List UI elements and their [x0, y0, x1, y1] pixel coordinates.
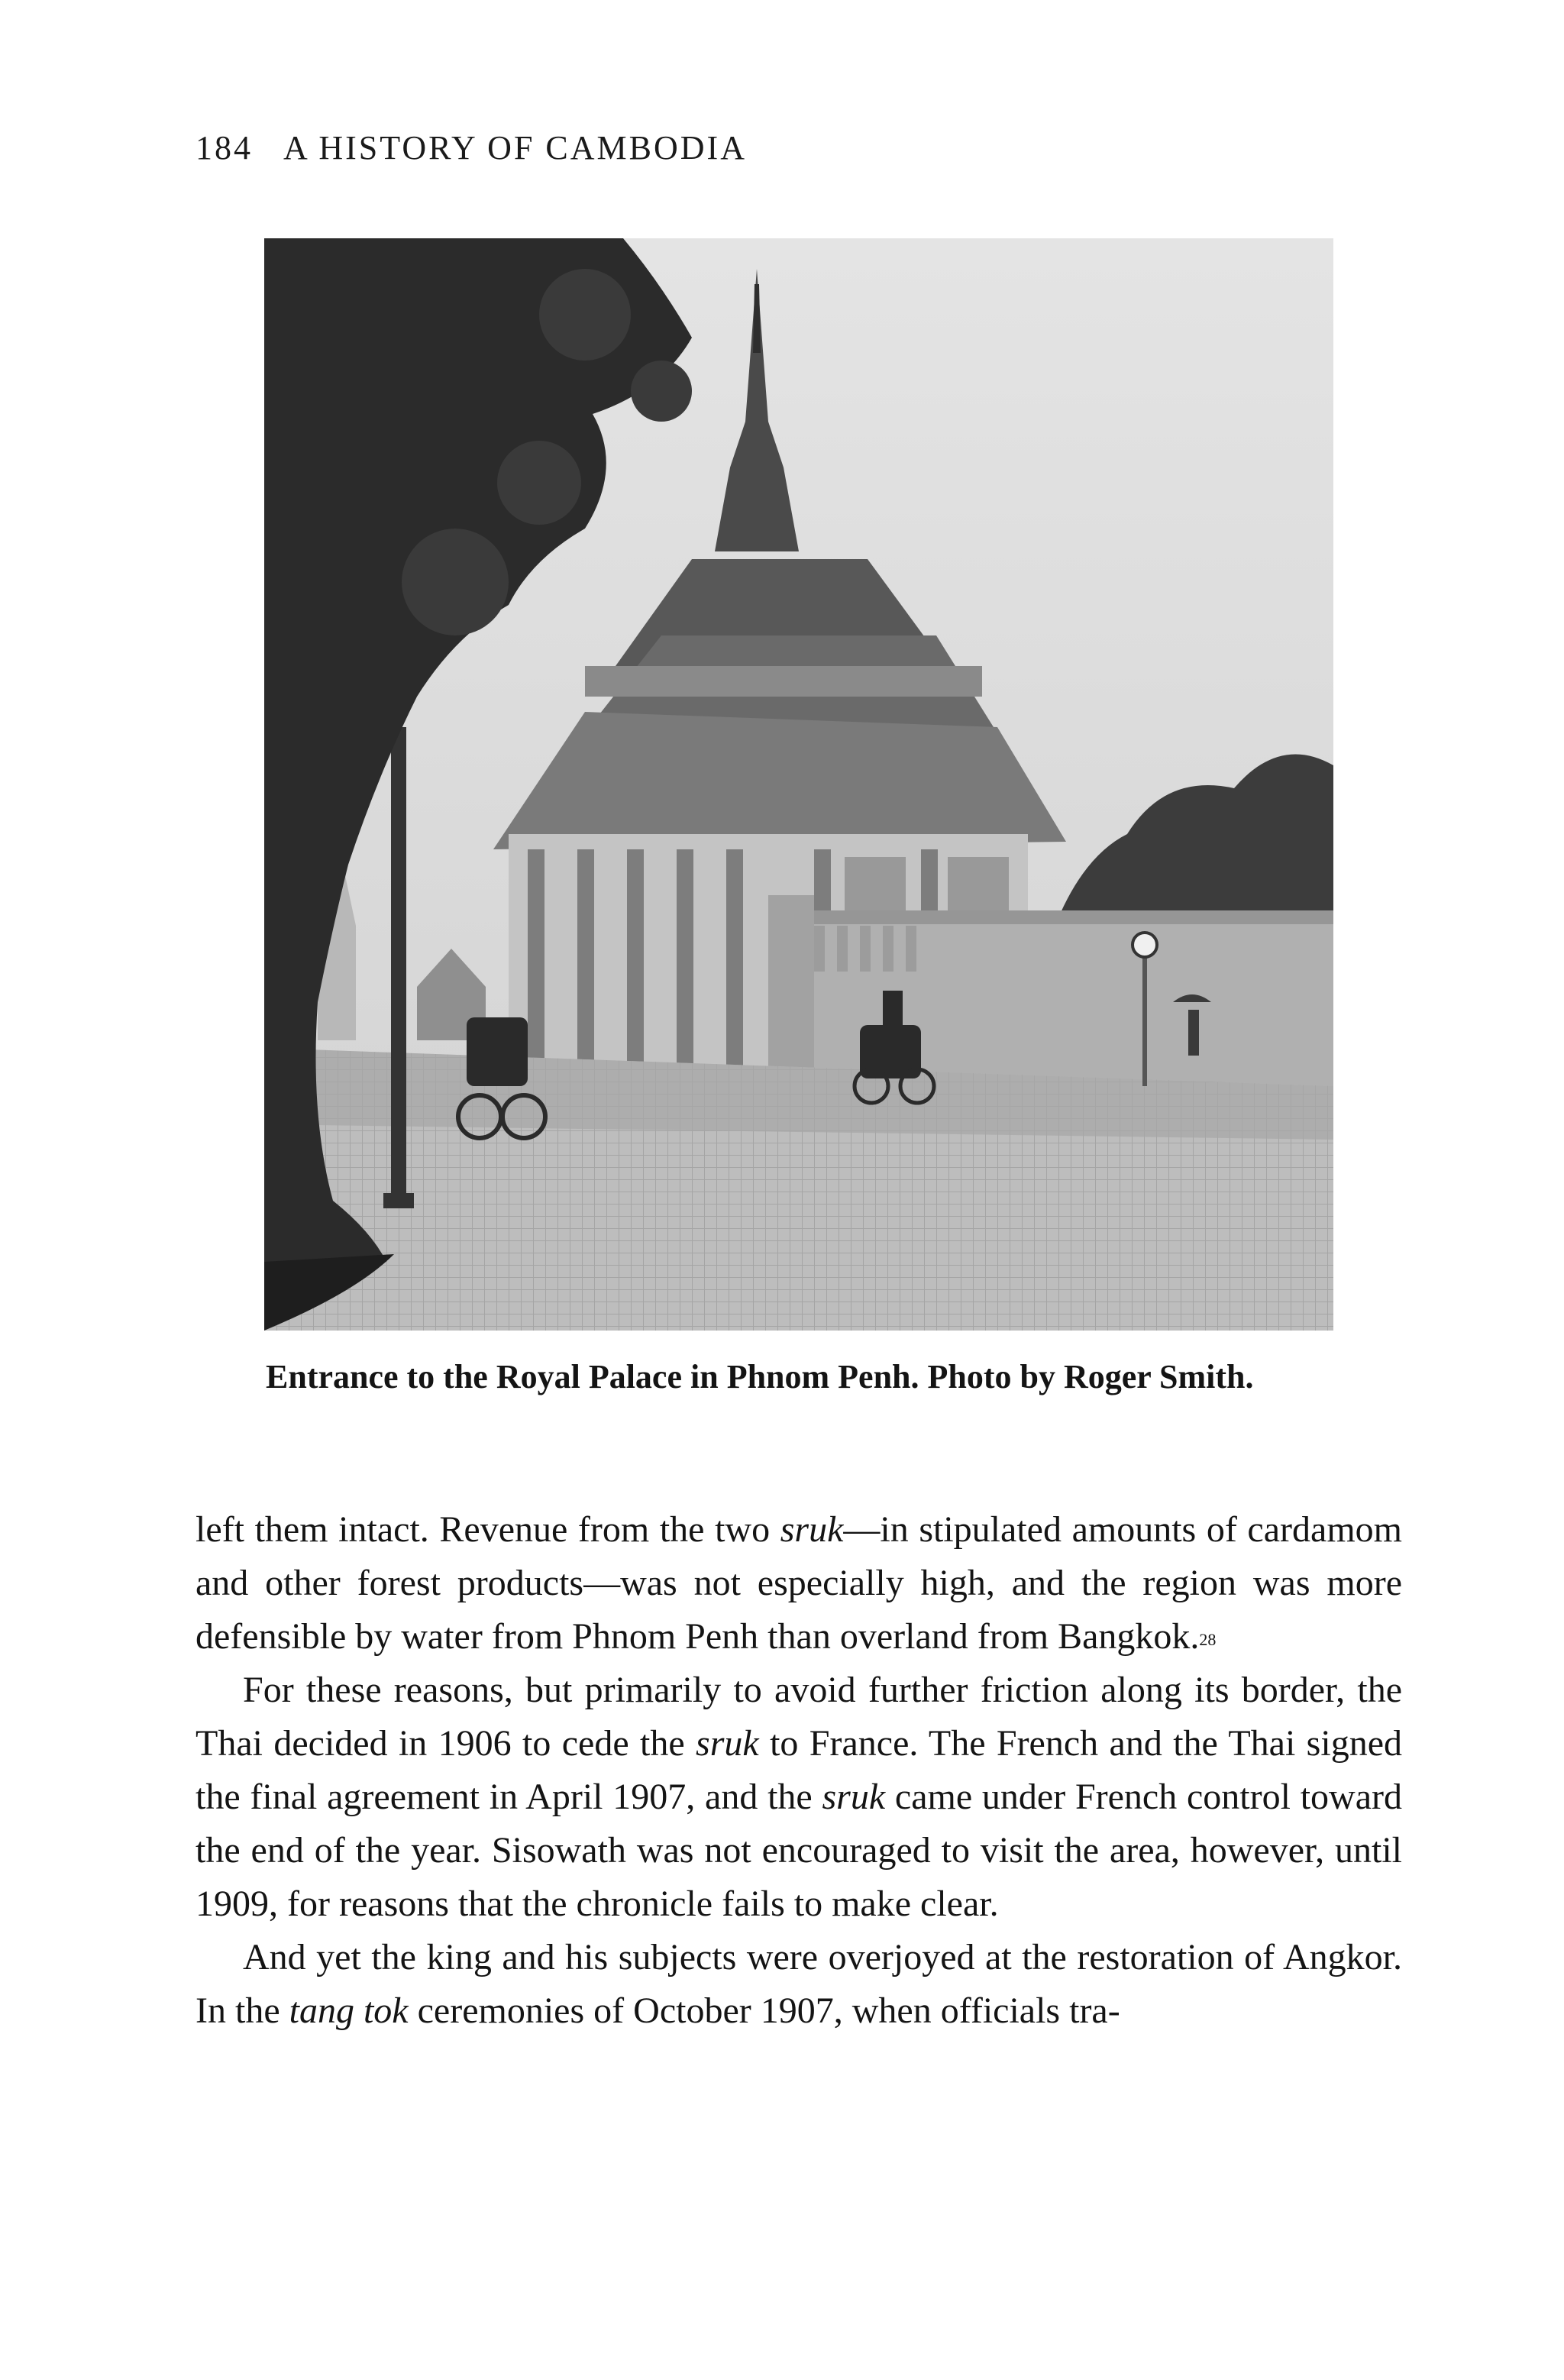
page-number: 184 [196, 129, 253, 167]
figure-caption: Entrance to the Royal Palace in Phnom Penh. Photo by Roger Smith. [266, 1358, 1254, 1395]
text-run: ceremonies of October 1907, when officials tra- [408, 1990, 1120, 2031]
palace-photo [264, 238, 1333, 1331]
body-paragraph [196, 1664, 1402, 1931]
text-run: —in stipulated amounts of cardamom and other forest products—was not especially high, and the region was more defensible by water from Phnom Penh than overland from Bangkok. [196, 1509, 1402, 1657]
text-run: For these reasons, but primarily to avoid further friction along its border, the Thai decided in 1906 to cede the [196, 1670, 1402, 1764]
running-title: A HISTORY OF CAMBODIA [283, 129, 747, 167]
text-run: left them intact. Revenue from the two [196, 1509, 780, 1550]
running-head [196, 128, 747, 167]
text-run: to France. The French and the Thai signed the final agreement in April 1907, and the [196, 1723, 1402, 1817]
palace-photo-illustration [264, 238, 1333, 1331]
footnote-ref: 28 [1199, 1630, 1217, 1649]
italic-term: sruk [822, 1777, 886, 1817]
text-run: And yet the king and his subjects were overjoyed at the restoration of Angkor. In the [196, 1937, 1402, 2031]
italic-term: sruk [780, 1509, 844, 1550]
text-run: came under French control toward the end of the year. Sisowath was not encouraged to visit the area, however, until 1909, for reasons that the chronicle fails to make clear. [196, 1777, 1402, 1924]
italic-term: sruk [696, 1723, 759, 1764]
italic-term: tang tok [289, 1990, 409, 2031]
body-paragraph [196, 1503, 1402, 1664]
body-paragraph [196, 1931, 1402, 2038]
body-text [196, 1503, 1402, 2038]
